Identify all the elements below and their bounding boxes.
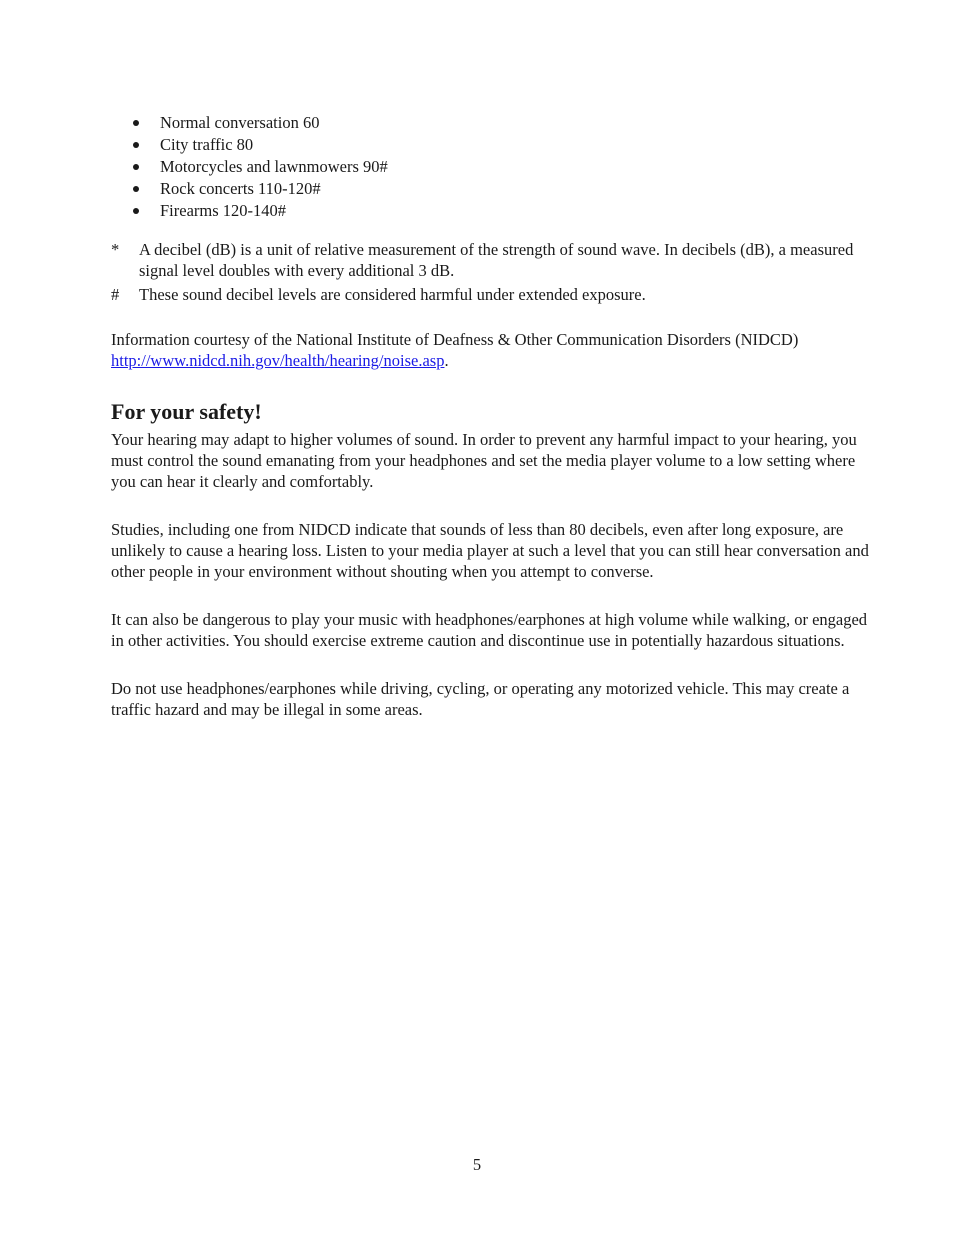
list-item	[111, 112, 871, 134]
document-page	[111, 112, 871, 747]
footnote-mark: #	[111, 285, 120, 304]
page-number: 5	[472, 1155, 482, 1174]
list-item	[111, 134, 871, 156]
footnote-text: A decibel (dB) is a unit of relative measurement of the strength of sound wave. In decibels (dB), a measured signal level doubles with every additional 3 dB.	[139, 240, 854, 280]
footnote-mark: *	[111, 240, 120, 259]
bullet-icon	[133, 120, 139, 126]
list-item-text: Firearms 120-140#	[160, 201, 287, 220]
footnote-asterisk	[111, 239, 871, 281]
courtesy-end: .	[444, 351, 449, 370]
bullet-icon	[133, 142, 139, 148]
footnotes	[111, 239, 871, 305]
bullet-icon	[133, 164, 139, 170]
list-item	[111, 178, 871, 200]
bullet-icon	[133, 208, 139, 214]
bullet-icon	[133, 186, 139, 192]
courtesy-paragraph	[111, 329, 871, 371]
safety-paragraph: Studies, including one from NIDCD indicate that sounds of less than 80 decibels, even after long exposure, are unlikely to cause a hearing loss. Listen to your media player at such a level that you can still hear conversation and other people in your environment without shouting when you attempt to converse.	[111, 520, 869, 581]
nidcd-link[interactable]: http://www.nidcd.nih.gov/health/hearing/noise.asp	[111, 351, 445, 370]
footnote-text: These sound decibel levels are considered harmful under extended exposure.	[139, 285, 646, 304]
list-item-text: City traffic 80	[160, 135, 254, 154]
list-item	[111, 200, 871, 222]
decibel-level-list	[111, 112, 871, 222]
list-item-text: Normal conversation 60	[160, 113, 320, 132]
list-item-text: Rock concerts 110-120#	[160, 179, 321, 198]
safety-paragraph: Your hearing may adapt to higher volumes of sound. In order to prevent any harmful impact to your hearing, you must control the sound emanating from your headphones and set the media player volume to a low setting where you can hear it clearly and comfortably.	[111, 430, 857, 491]
courtesy-text: Information courtesy of the National Institute of Deafness & Other Communication Disorders (NIDCD)	[111, 330, 799, 349]
section-title: For your safety!	[111, 399, 262, 424]
safety-paragraph: Do not use headphones/earphones while driving, cycling, or operating any motorized vehicle. This may create a traffic hazard and may be illegal in some areas.	[111, 679, 850, 719]
list-item	[111, 156, 871, 178]
list-item-text: Motorcycles and lawnmowers 90#	[160, 157, 388, 176]
safety-paragraph: It can also be dangerous to play your music with headphones/earphones at high volume while walking, or engaged in other activities. You should exercise extreme caution and discontinue use in potentially hazardous situations.	[111, 610, 868, 650]
footnote-hash	[111, 284, 871, 305]
